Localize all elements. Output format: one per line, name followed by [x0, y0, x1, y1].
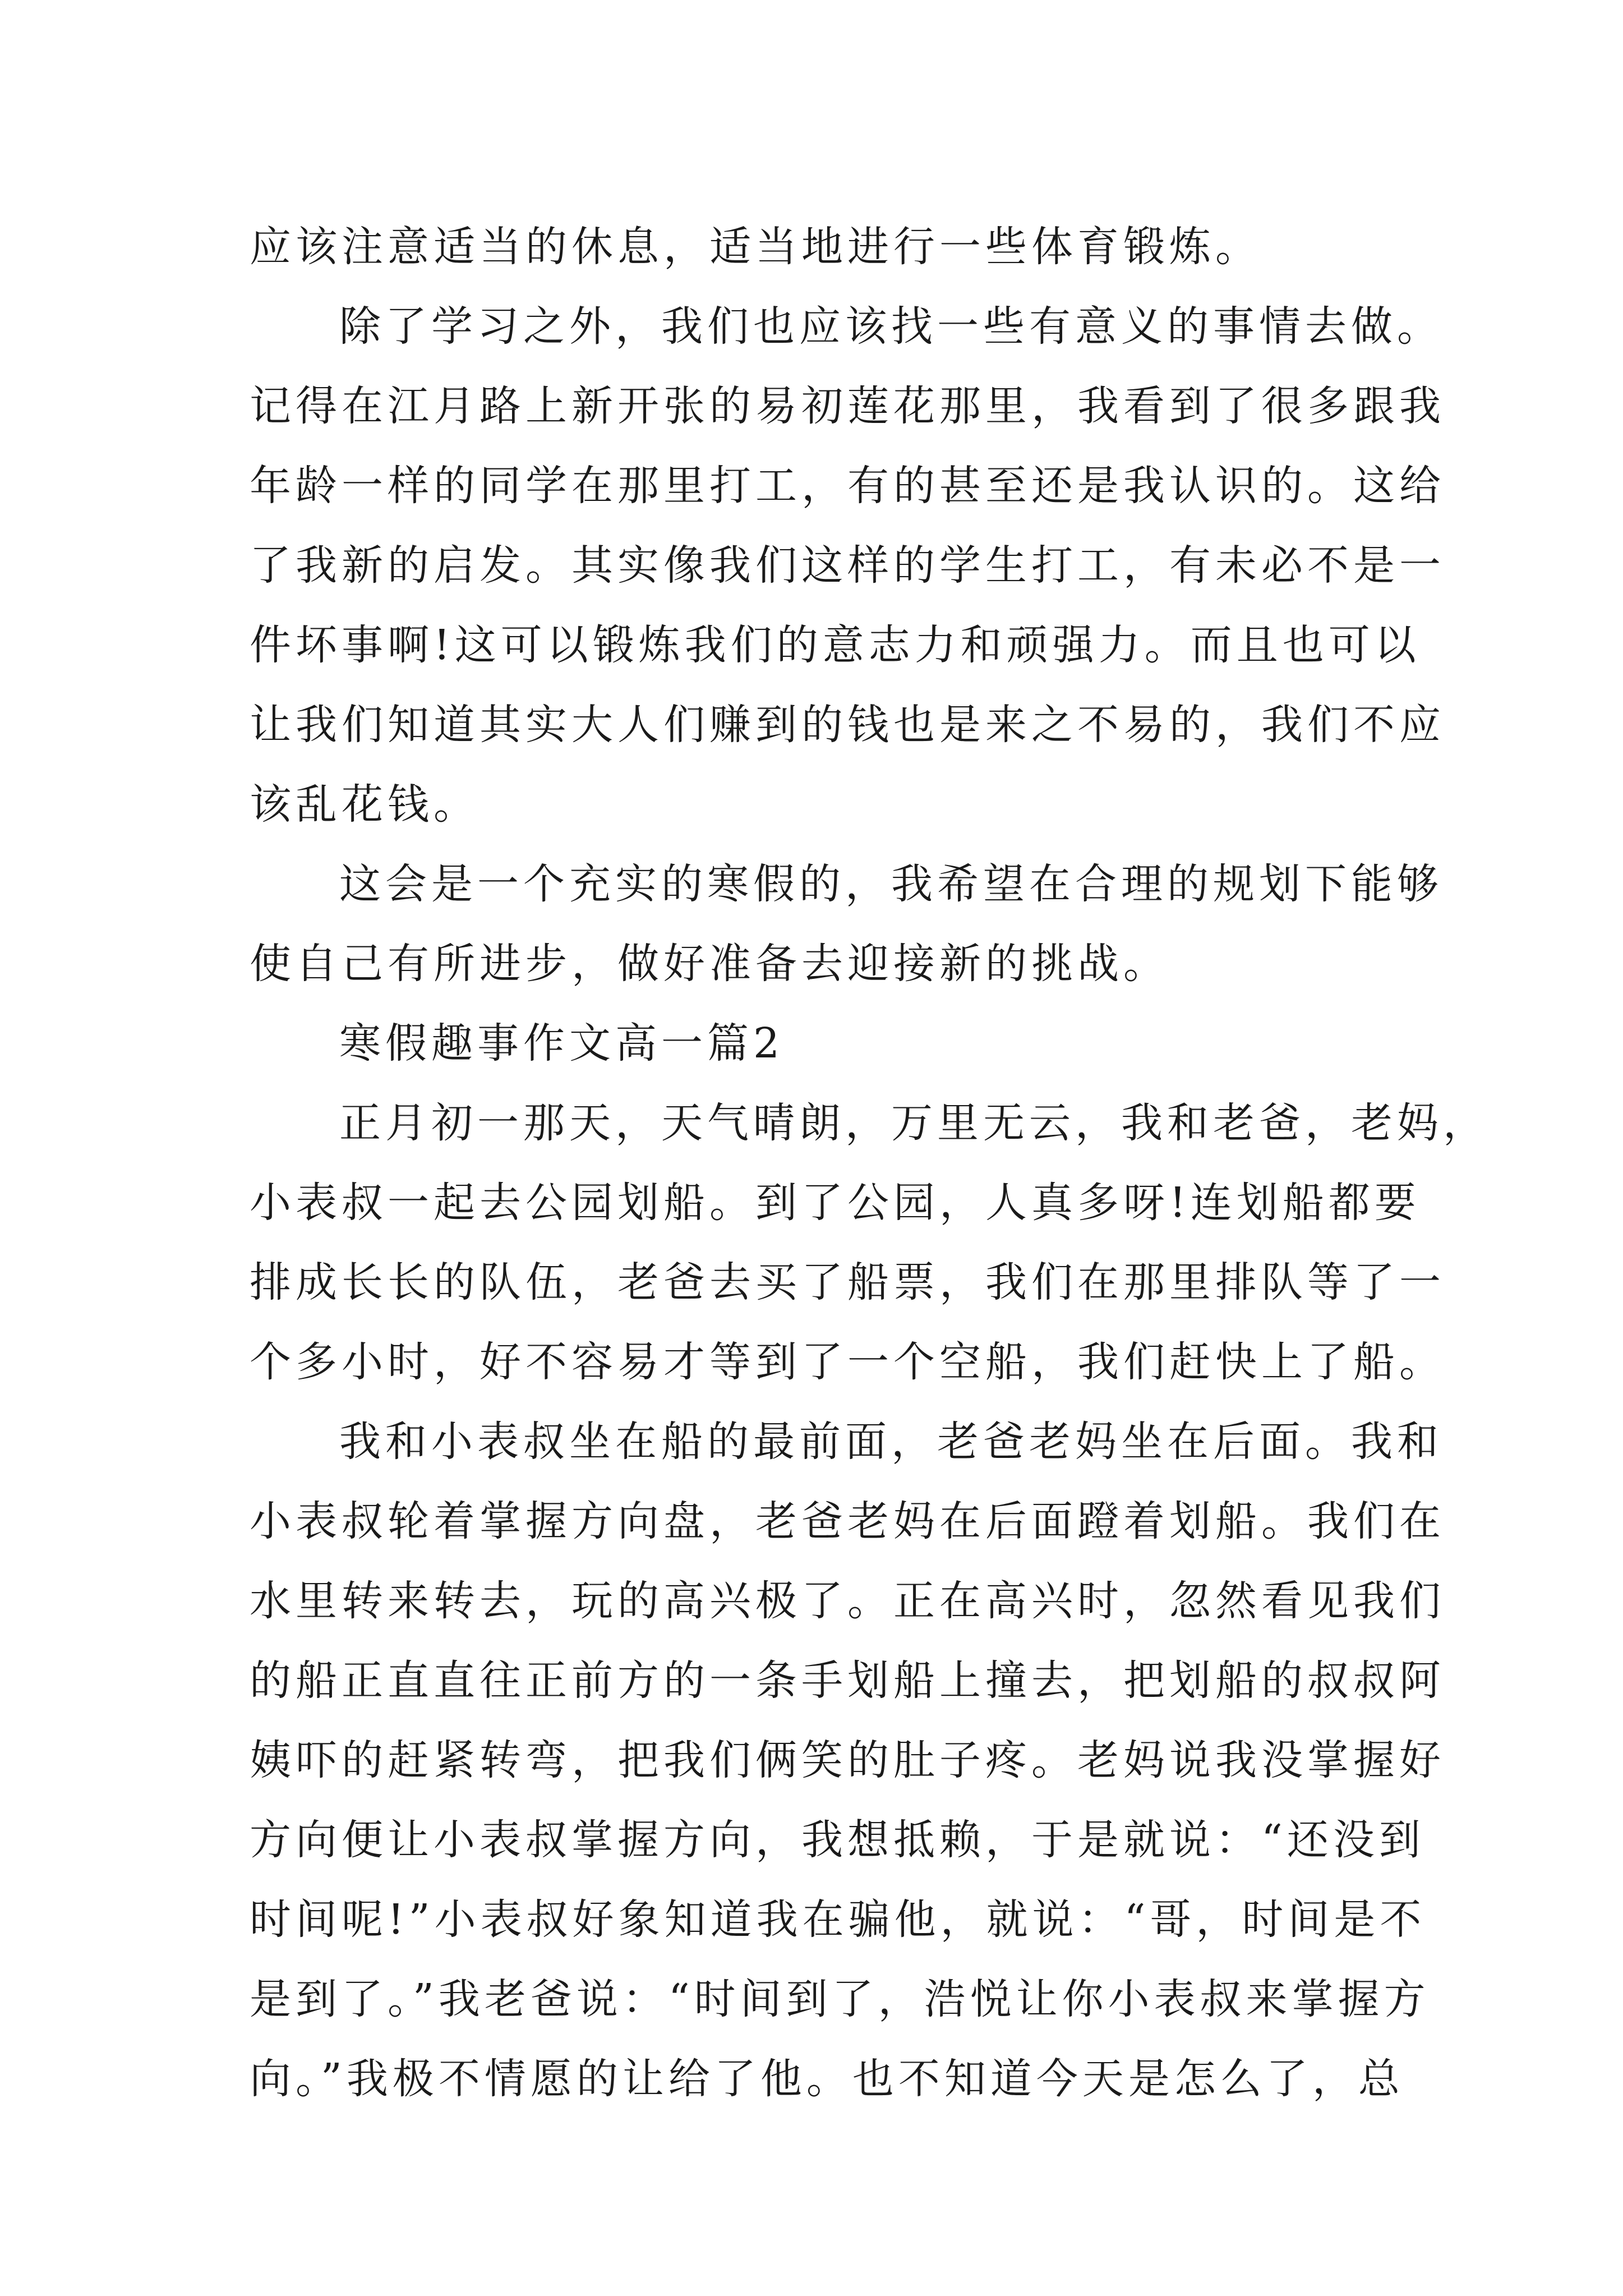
section-heading: 寒假趣事作文高一篇2	[339, 1019, 785, 1068]
paragraph-start-line: 除了学习之外，我们也应该找一些有意义的事情去做。	[339, 302, 1443, 351]
paragraph-start-line: 这会是一个充实的寒假的，我希望在合理的规划下能够	[339, 860, 1443, 908]
text-line: 方向便让小表叔掌握方向，我想抵赖，于是就说：“还没到	[250, 1816, 1425, 1864]
text-line: 姨吓的赶紧转弯，把我们俩笑的肚子疼。老妈说我没掌握好	[250, 1736, 1445, 1784]
text-line: 件坏事啊!这可以锻炼我们的意志力和顽强力。而且也可以	[250, 621, 1421, 669]
text-line: 排成长长的队伍，老爸去买了船票，我们在那里排队等了一	[250, 1258, 1445, 1306]
text-line: 是到了。”我老爸说：“时间到了，浩悦让你小表叔来掌握方	[250, 1975, 1430, 2023]
text-line: 使自己有所进步，做好准备去迎接新的挑战。	[250, 940, 1169, 988]
text-line: 水里转来转去，玩的高兴极了。正在高兴时，忽然看见我们	[250, 1577, 1445, 1625]
text-line: 了我新的启发。其实像我们这样的学生打工，有未必不是一	[250, 541, 1445, 590]
text-line: 应该注意适当的休息，适当地进行一些体育锻炼。	[250, 223, 1261, 271]
text-line: 小表叔一起去公园划船。到了公园，人真多呀!连划船都要	[250, 1179, 1421, 1227]
text-line: 年龄一样的同学在那里打工，有的甚至还是我认识的。这给	[250, 462, 1445, 510]
text-line: 记得在江月路上新开张的易初莲花那里，我看到了很多跟我	[250, 382, 1445, 430]
text-line: 个多小时，好不容易才等到了一个空船，我们赶快上了船。	[250, 1338, 1445, 1386]
text-line: 让我们知道其实大人们赚到的钱也是来之不易的，我们不应	[250, 701, 1445, 749]
paragraph-start-line: 我和小表叔坐在船的最前面，老爸老妈坐在后面。我和	[339, 1418, 1443, 1466]
text-line: 该乱花钱。	[250, 780, 479, 829]
text-line: 小表叔轮着掌握方向盘，老爸老妈在后面蹬着划船。我们在	[250, 1497, 1445, 1545]
paragraph-start-line: 正月初一那天，天气晴朗，万里无云，我和老爸，老妈，	[339, 1099, 1489, 1147]
text-line: 的船正直直往正前方的一条手划船上撞去，把划船的叔叔阿	[250, 1657, 1445, 1705]
text-line: 向。”我极不情愿的让给了他。也不知道今天是怎么了，总	[250, 2055, 1404, 2103]
text-line: 时间呢!”小表叔好象知道我在骗他，就说：“哥，时间是不	[250, 1895, 1426, 1944]
